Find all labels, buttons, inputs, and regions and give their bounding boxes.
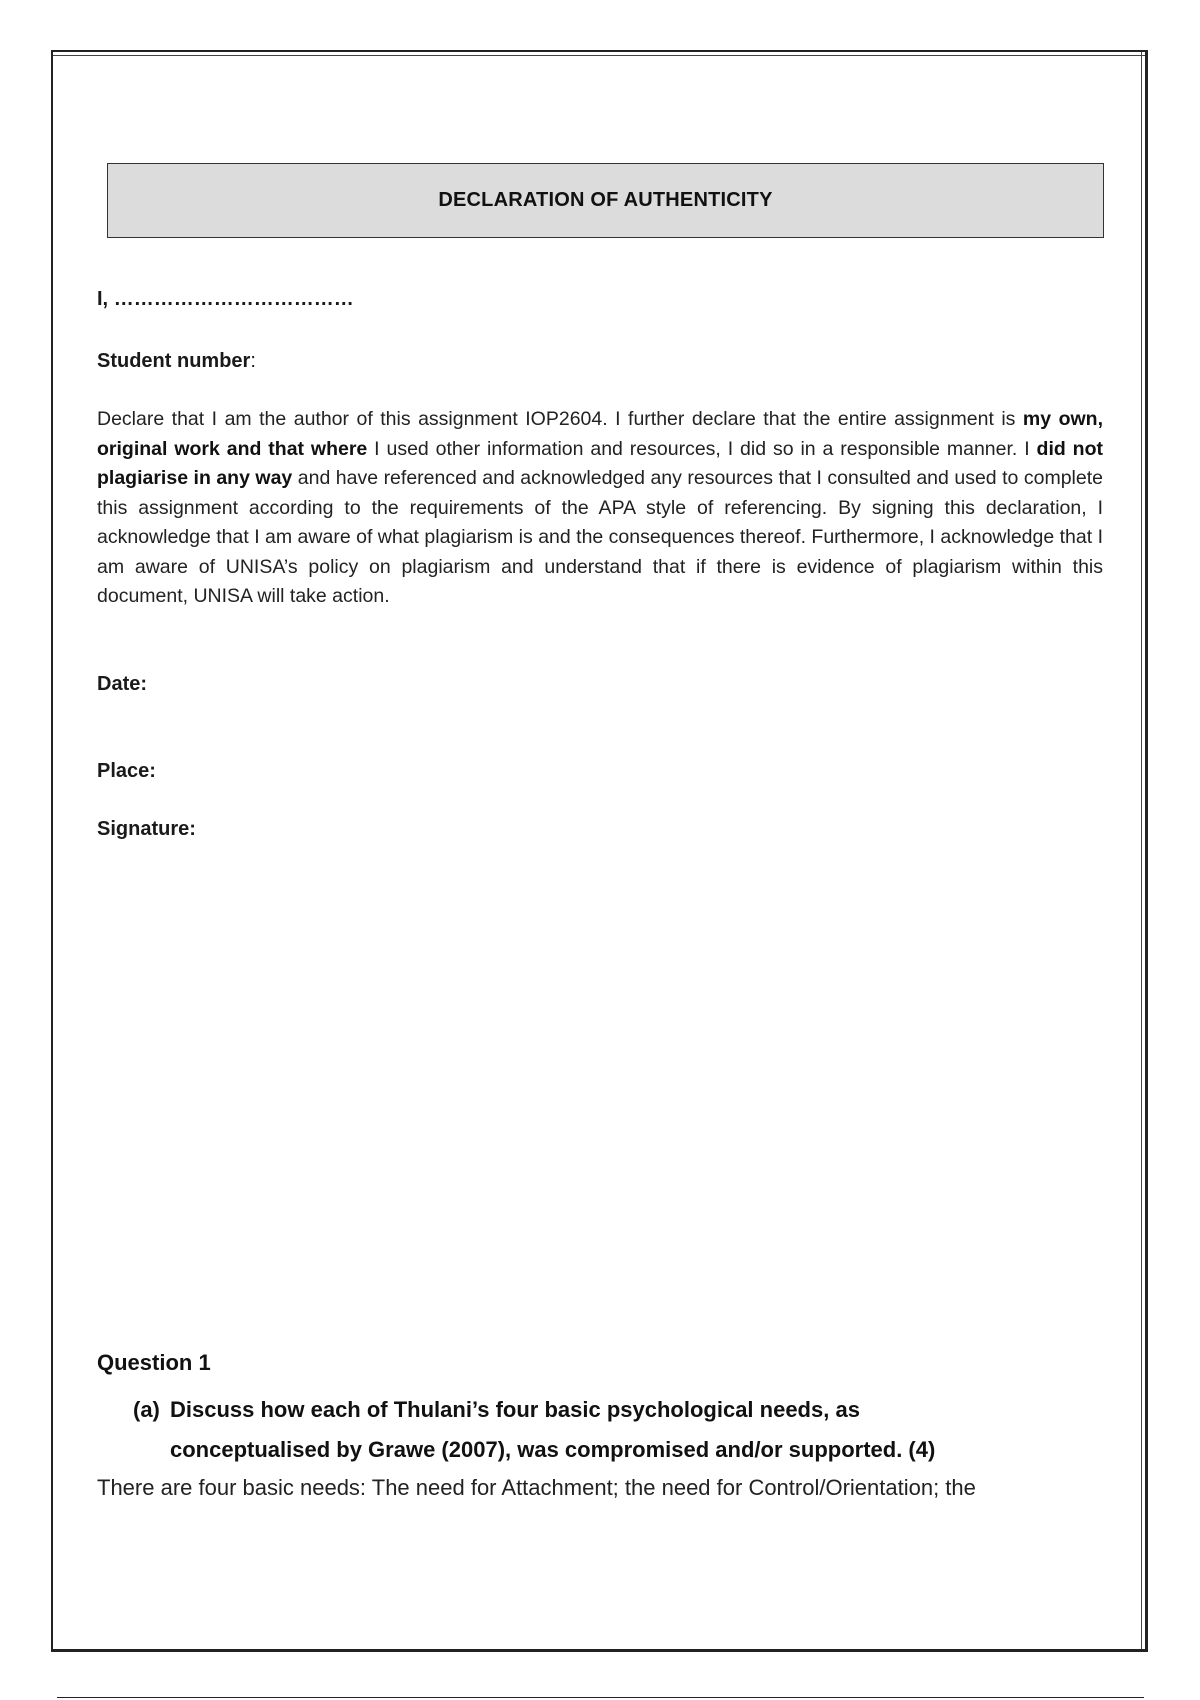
declaration-paragraph bbox=[97, 405, 1103, 612]
date-label: Date: bbox=[97, 673, 148, 695]
declaration-text-part2: I used other information and resources, I did so in a responsible manner. I bbox=[367, 437, 1037, 460]
name-prefix: I, bbox=[97, 288, 109, 310]
question-item-a bbox=[133, 1390, 1093, 1470]
student-number-label: Student number bbox=[97, 350, 251, 372]
place-label: Place: bbox=[97, 760, 156, 782]
student-number-field bbox=[97, 350, 256, 373]
declaration-bold-part2: did not plagiarise in any way bbox=[97, 437, 1103, 489]
declaration-bold-part1: my own, original work and that where bbox=[97, 408, 1103, 460]
signature-label: Signature: bbox=[97, 818, 196, 840]
student-number-colon: : bbox=[250, 350, 256, 372]
name-field bbox=[97, 288, 354, 311]
question-item-marker: (a) bbox=[133, 1397, 160, 1422]
declaration-title-box bbox=[107, 163, 1104, 238]
declaration-title: DECLARATION OF AUTHENTICITY bbox=[438, 189, 773, 211]
question-item-line2: conceptualised by Grawe (2007), was compromised and/or supported. (4) bbox=[170, 1437, 936, 1462]
question-item-line1: Discuss how each of Thulani’s four basic psychological needs, as bbox=[170, 1397, 860, 1422]
answer-text: There are four basic needs: The need for Attachment; the need for Control/Orientation; the bbox=[97, 1475, 976, 1500]
declaration-text-part1: Declare that I am the author of this assignment IOP2604. I further declare that the entire assignment is bbox=[97, 408, 1023, 430]
question-heading: Question 1 bbox=[97, 1350, 211, 1375]
name-blank: ……………………………… bbox=[113, 288, 354, 310]
declaration-text-part3: and have referenced and acknowledged any resources that I consulted and used to complete this assignment according to the requirements of the APA style of referencing. By signing this declaration, I acknowledge that I am aware of what plagiarism is and the consequences thereof. Furthermore, I acknowledge that I am aware of UNISA’s policy on plagiarism and understand that if there is evidence of plagiarism within this document, UNISA will take action. bbox=[97, 467, 1103, 607]
page-bottom-rule bbox=[57, 1697, 1144, 1698]
